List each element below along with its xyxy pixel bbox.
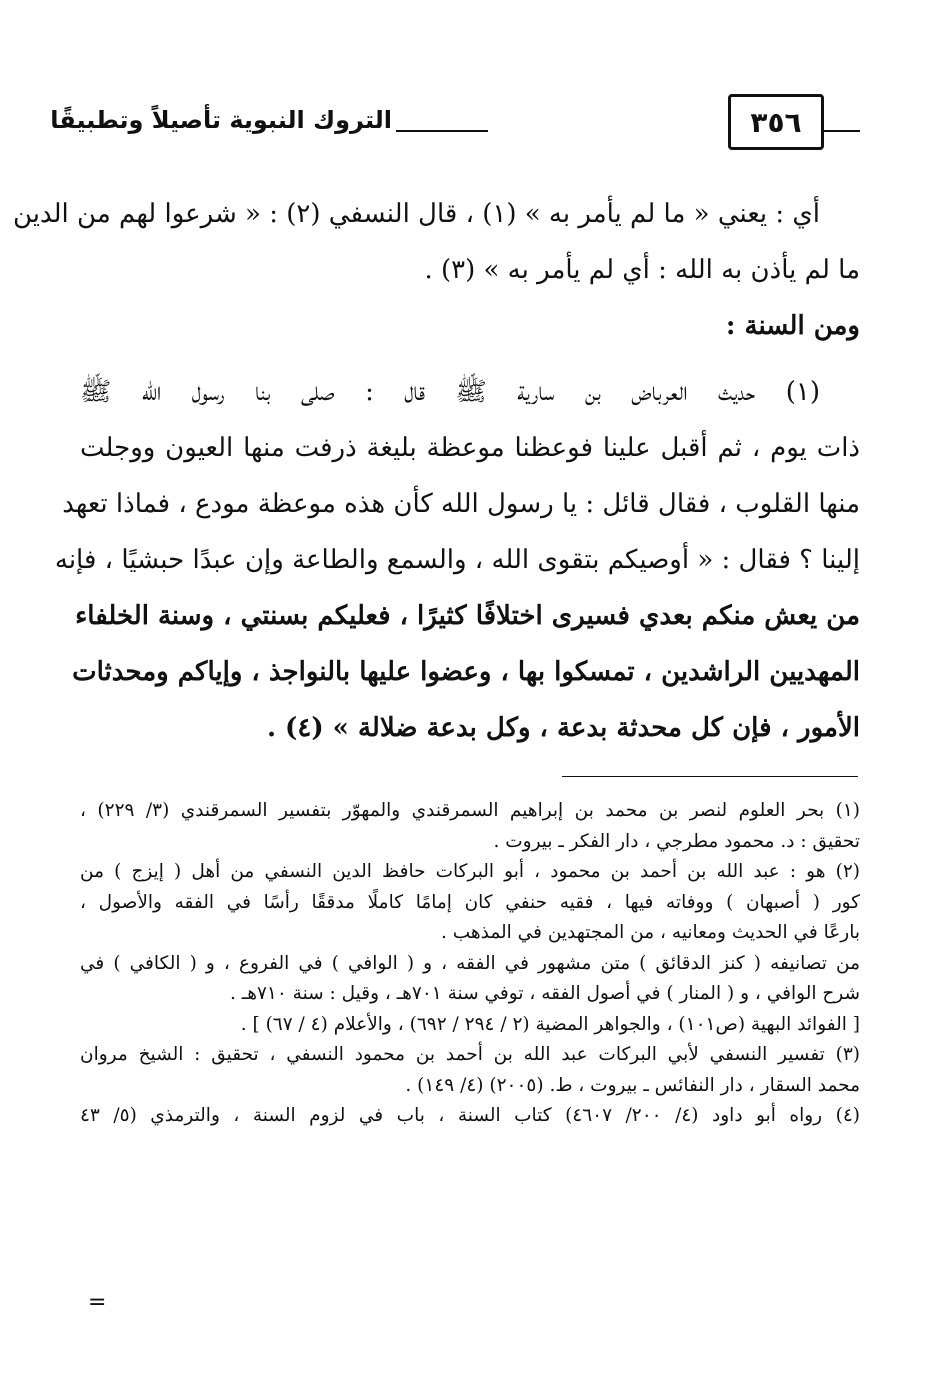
footnote-line: شرح الوافي ، و ( المنار ) في أصول الفقه ، توفي سنة ٧٠١هـ ، وقيل : سنة ٧١٠هـ .: [230, 983, 860, 1004]
main-text: [12, 186, 860, 756]
body-line: أي : يعني « ما لم يأمر به » (١) ، قال النسفي (٢) : « شرعوا لهم من الدين: [12, 199, 820, 229]
page-number: ٣٥٦: [728, 94, 824, 150]
body-line: (١) حديث العرباض بن سارية ﷺ قال : صلى بنا رسول الله ﷺ: [80, 377, 820, 407]
footnote-line: [ الفوائد البهية (ص١٠١) ، والجواهر المضية (٢ / ٢٩٤ / ٦٩٢) ، والأعلام (٤ / ٦٧) ] .: [240, 1013, 860, 1035]
hadith-line: الأمور ، فإن كل محدثة بدعة ، وكل بدعة ضلالة » (٤) .: [266, 713, 860, 743]
body-line: ذات يوم ، ثم أقبل علينا فوعظنا موعظة بليغة ذرفت منها العيون ووجلت: [80, 433, 860, 463]
running-title: التروك النبوية تأصيلاً وتطبيقًا: [50, 106, 392, 134]
header-rule: [824, 130, 860, 132]
continuation-mark: =: [88, 1290, 107, 1315]
footnote-line: من تصانيفه ( كنز الدقائق ) متن مشهور في الفقه ، و ( الوافي ) في الفروع ، و ( الكافي ) في: [80, 952, 860, 974]
footnote-line: (٢) هو : عبد الله بن أحمد بن محمود ، أبو البركات حافظ الدين النسفي من أهل ( إيزج ) من: [80, 861, 860, 882]
footnote-line: تحقيق : د. محمود مطرجي ، دار الفكر ـ بيروت .: [493, 830, 860, 852]
footnote-line: (٤) رواه أبو داود (٤/ ٢٠٠/ ٤٦٠٧) كتاب السنة ، باب في لزوم السنة ، والترمذي (٥/ ٤٣: [80, 1105, 860, 1126]
body-line: إلينا ؟ فقال : « أوصيكم بتقوى الله ، والسمع والطاعة وإن عبدًا حبشيًا ، فإنه: [54, 545, 860, 575]
body-line: منها القلوب ، فقال قائل : يا رسول الله كأن هذه موعظة مودع ، فماذا تعهد: [62, 489, 860, 519]
hadith-line: المهديين الراشدين ، تمسكوا بها ، وعضوا عليها بالنواجذ ، وإياكم ومحدثات: [72, 657, 860, 687]
footnote-line: محمد السقار ، دار النفائس ـ بيروت ، ط. (٢٠٠٥) (٤/ ١٤٩) .: [405, 1074, 860, 1096]
hadith-line: من يعش منكم بعدي فسيرى اختلافًا كثيرًا ، فعليكم بسنتي ، وسنة الخلفاء: [75, 601, 860, 631]
footnote-separator: [562, 776, 858, 777]
footnote-line: (٣) تفسير النسفي لأبي البركات عبد الله بن أحمد بن محمود النسفي ، تحقيق : الشيخ مروان: [80, 1044, 860, 1065]
footnote-line: بارعًا في الحديث ومعانيه ، من المجتهدين في المذهب .: [440, 922, 860, 943]
page-header: [50, 92, 860, 156]
footnote-line: كور ( أصبهان ) ووفاته فيها ، فقيه حنفي كان إمامًا كاملًا مدققًا رأسًا في الفقه والأصول ،: [80, 891, 860, 913]
section-heading: ومن السنة :: [725, 311, 860, 341]
body-line: ما لم يأذن به الله : أي لم يأمر به » (٣) .: [424, 255, 860, 285]
header-rule: [396, 130, 488, 132]
footnote-line: (١) بحر العلوم لنصر بن محمد بن إبراهيم السمرقندي والمهوّر بتفسير السمرقندي (٣/ ٢٢٩) ،: [80, 800, 860, 821]
footnotes: [80, 796, 860, 1132]
